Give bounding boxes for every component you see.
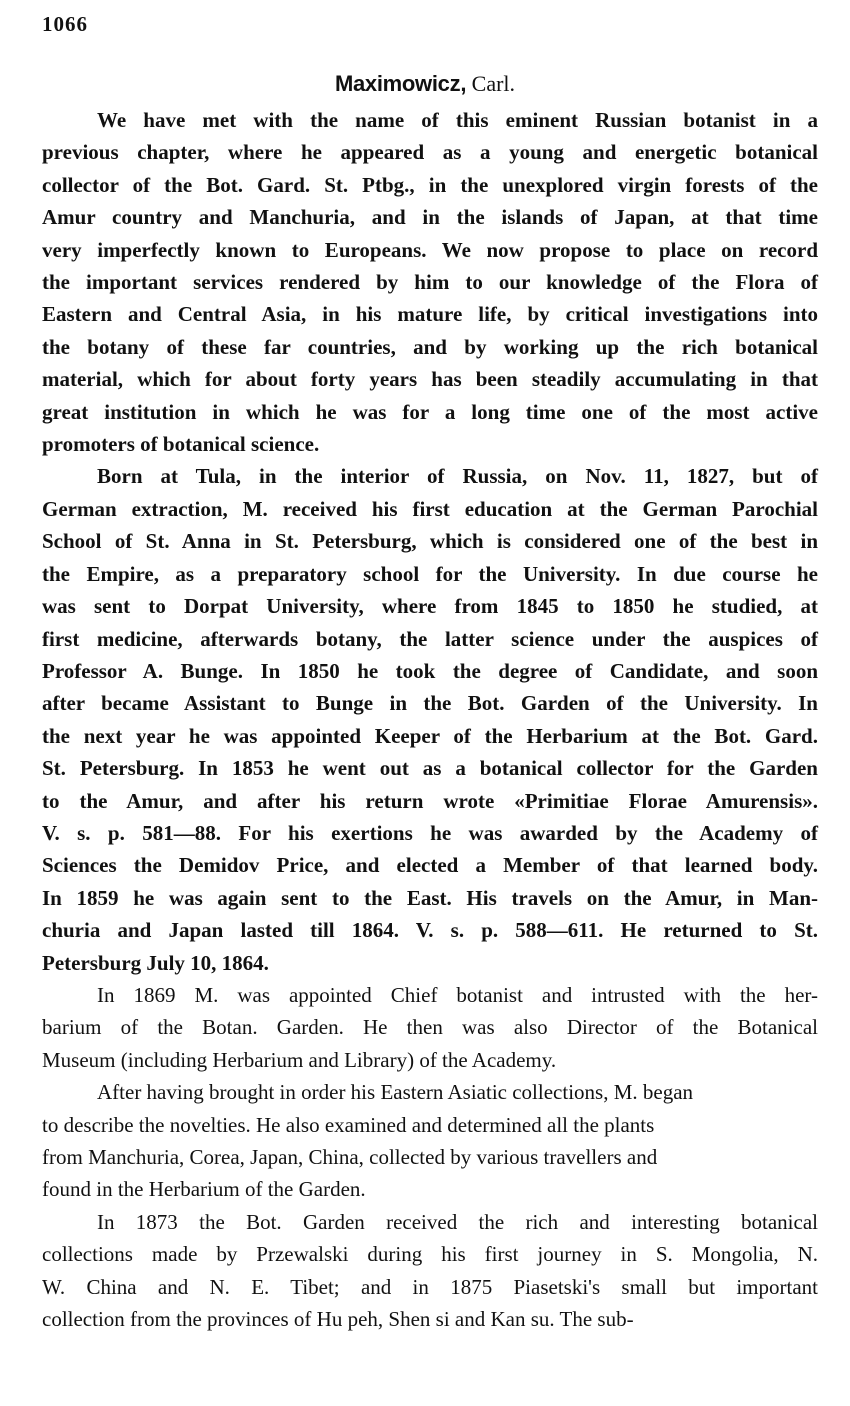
text-line: Eastern and Central Asia, in his mature life, by critical investigations into <box>42 302 818 327</box>
text-line: promoters of botanical science. <box>42 432 320 457</box>
text-line: In 1869 M. was appointed Chief botanist and intrusted with the her- <box>97 982 818 1007</box>
text-line: collection from the provinces of Hu peh, Shen si and Kan su. The sub- <box>42 1307 634 1332</box>
text-line: Professor A. Bunge. In 1850 he took the degree of Candidate, and soon <box>42 658 818 683</box>
heading-given-name: Carl. <box>471 71 516 96</box>
text-line: was sent to Dorpat University, where from 1845 to 1850 he studied, at <box>42 594 818 619</box>
text-line: barium of the Botan. Garden. He then was also Director of the Botanical <box>42 1015 818 1040</box>
paragraph-biography <box>42 460 818 979</box>
article-body <box>42 104 818 1335</box>
text-line: After having brought in order his Eastern Asiatic collections, M. began <box>97 1080 694 1105</box>
text-line: after became Assistant to Bunge in the Bot. Garden of the University. In <box>42 691 818 716</box>
text-line: the botany of these far countries, and by working up the rich botanical <box>42 334 818 359</box>
text-line: collector of the Bot. Gard. St. Ptbg., in the unexplored virgin forests of the <box>42 172 818 197</box>
paragraph-przewalski <box>42 1206 818 1336</box>
paragraph-collections <box>42 1076 818 1206</box>
article-heading <box>0 68 850 100</box>
text-line: V. s. p. 581—88. For his exertions he was awarded by the Academy of <box>42 820 818 845</box>
text-line: the next year he was appointed Keeper of the Herbarium at the Bot. Gard. <box>42 723 818 748</box>
text-line: St. Petersburg. In 1853 he went out as a botanical collector for the Garden <box>42 756 818 781</box>
text-line: from Manchuria, Corea, Japan, China, collected by various travellers and <box>42 1145 658 1169</box>
page-number: 1066 <box>42 12 88 36</box>
text-line: In 1859 he was again sent to the East. His travels on the Amur, in Man- <box>42 885 818 910</box>
text-line: very imperfectly known to Europeans. We now propose to place on record <box>42 237 818 262</box>
text-line: German extraction, M. received his first education at the German Parochial <box>42 496 818 521</box>
text-line: the Empire, as a preparatory school for the University. In due course he <box>42 561 818 586</box>
text-line: Museum (including Herbarium and Library) of the Academy. <box>42 1047 557 1072</box>
text-line: found in the Herbarium of the Garden. <box>42 1177 366 1202</box>
heading-surname: Maximowicz, <box>334 71 467 96</box>
text-line: collections made by Przewalski during his first journey in S. Mongolia, N. <box>42 1242 818 1267</box>
text-line: Sciences the Demidov Price, and elected a Member of that learned body. <box>42 853 818 878</box>
text-line: churia and Japan lasted till 1864. V. s. p. 588—611. He returned to St. <box>42 918 818 943</box>
text-line: Born at Tula, in the interior of Russia, on Nov. 11, 1827, but of <box>97 464 818 489</box>
paragraph-intro <box>42 104 818 460</box>
paragraph-appointment <box>42 979 818 1076</box>
text-line: previous chapter, where he appeared as a young and energetic botanical <box>42 140 818 165</box>
text-line: School of St. Anna in St. Petersburg, which is considered one of the best in <box>42 529 818 554</box>
text-line: first medicine, afterwards botany, the latter science under the auspices of <box>42 626 818 651</box>
text-line: great institution in which he was for a long time one of the most active <box>42 399 818 424</box>
text-line: W. China and N. E. Tibet; and in 1875 Piasetski's small but important <box>42 1274 818 1299</box>
text-line: material, which for about forty years has been steadily accumulating in that <box>42 367 818 392</box>
text-line: We have met with the name of this eminent Russian botanist in a <box>97 108 818 132</box>
text-line: Amur country and Manchuria, and in the islands of Japan, at that time <box>42 205 818 230</box>
text-line: In 1873 the Bot. Garden received the rich and interesting botanical <box>97 1209 818 1234</box>
text-line: the important services rendered by him to our knowledge of the Flora of <box>42 270 818 295</box>
text-line: to describe the novelties. He also examined and determined all the plants <box>42 1112 655 1137</box>
text-line: Petersburg July 10, 1864. <box>42 950 269 975</box>
text-line: to the Amur, and after his return wrote «Primitiae Florae Amurensis». <box>42 788 818 813</box>
